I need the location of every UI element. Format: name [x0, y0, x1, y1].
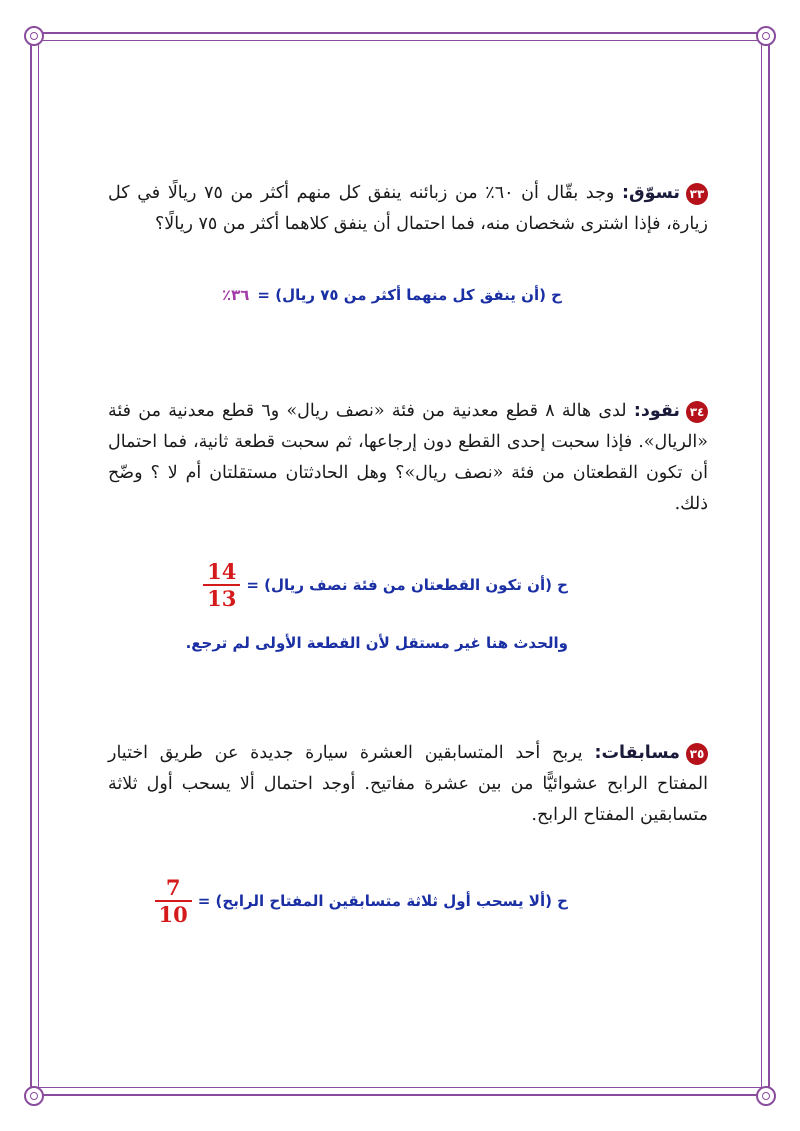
- fraction-denominator: 10: [158, 902, 188, 927]
- answer-33: [222, 286, 562, 304]
- answer-label: ح (أن تكون القطعتان من فئة نصف ريال) =: [246, 576, 568, 594]
- answer-35: [157, 876, 568, 926]
- problem-keyword: نقود:: [633, 401, 681, 421]
- problem-text: وجد بقّال أن ٦٠٪ من زبائنه ينفق كل منهم أكثر من ٧٥ ريالًا في كل زيارة، فإذا اشترى شخصان منه، فما احتمال أن ينفق كلاهما أكثر من ٧٥ ريالًا؟: [108, 183, 708, 234]
- corner-ornament-icon: [756, 26, 776, 46]
- problem-35: [108, 738, 708, 831]
- problem-keyword: تسوّق:: [622, 183, 680, 203]
- answer-label: ح (أن ينفق كل منهما أكثر من ٧٥ ريال) =: [257, 286, 562, 304]
- problem-text: لدى هالة ٨ قطع معدنية من فئة «نصف ريال» و٦ قطع معدنية من فئة «الريال». فإذا سحبت إحدى القطع دون إرجاعها، ثم سحبت قطعة ثانية، فما احتمال أن تكون القطعتان من فئة «نصف ريال»؟ وهل الحادثتان مستقلتان أم لا ؟ وضّح ذلك.: [108, 401, 708, 514]
- problem-number-badge: ٣٤: [686, 401, 708, 423]
- problem-text: يربح أحد المتسابقين العشرة سيارة جديدة عن طريق اختيار المفتاح الرابح عشوائيًّا من بين عشرة مفاتيح. أوجد احتمال ألا يسحب أول ثلاثة متسابقين المفتاح الرابح.: [108, 743, 708, 825]
- answer-34: [205, 560, 568, 610]
- corner-ornament-icon: [24, 26, 44, 46]
- answer-label: ح (ألا يسحب أول ثلاثة متسابقين المفتاح الرابح) =: [197, 892, 568, 910]
- corner-ornament-icon: [24, 1086, 44, 1106]
- problem-34: [108, 396, 708, 520]
- answer-fraction: [157, 876, 190, 926]
- problem-33: [108, 178, 708, 240]
- fraction-numerator: 14: [207, 559, 237, 584]
- problem-keyword: مسابقات:: [594, 743, 680, 763]
- answer-fraction: [205, 560, 238, 610]
- answer-note: والحدث هنا غير مستقل لأن القطعة الأولى لم ترجع.: [185, 634, 568, 652]
- fraction-numerator: 7: [165, 875, 181, 900]
- answer-value: ٣٦٪: [221, 286, 250, 304]
- problem-number-badge: ٣٣: [686, 183, 708, 205]
- corner-ornament-icon: [756, 1086, 776, 1106]
- fraction-denominator: 13: [207, 586, 237, 611]
- problem-number-badge: ٣٥: [686, 743, 708, 765]
